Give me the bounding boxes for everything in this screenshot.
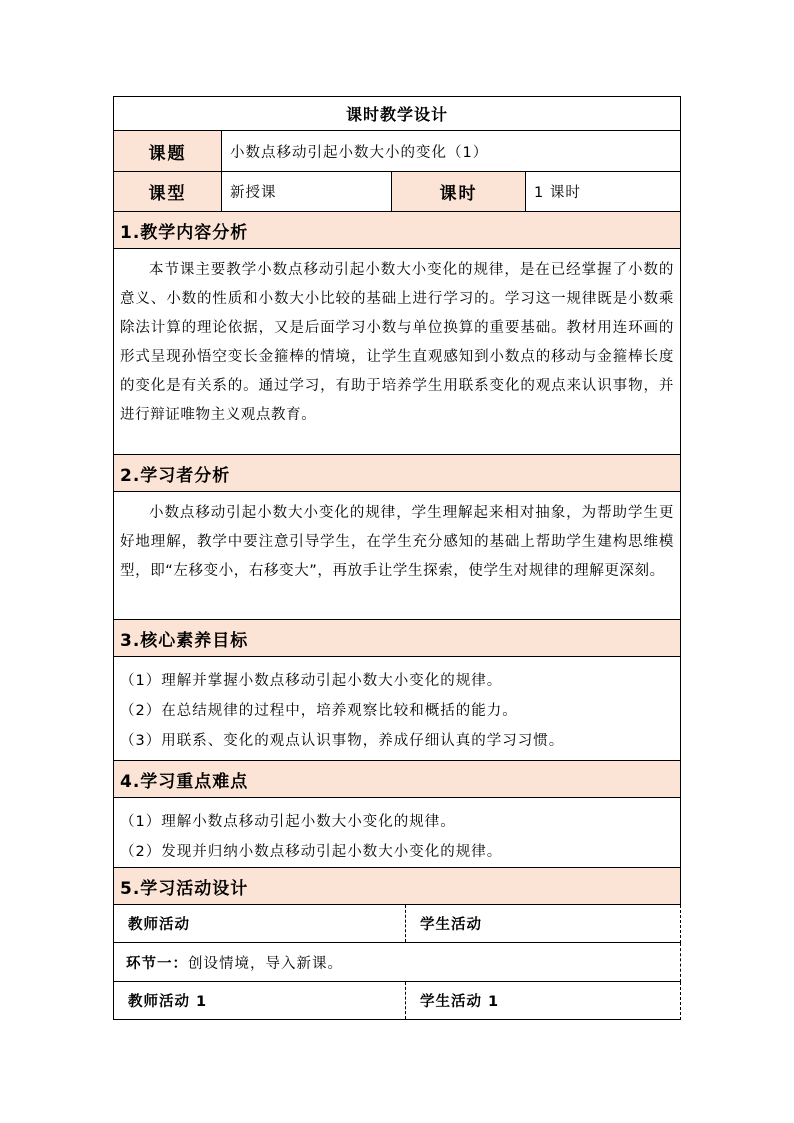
section-1-body-row <box>113 249 681 455</box>
section-3-body-row <box>113 657 681 761</box>
teacher-activity-label: 教师活动 <box>114 905 406 942</box>
activity-1-row <box>113 982 681 1020</box>
list-item: （1）理解并掌握小数点移动引起小数大小变化的规律。 <box>120 673 503 689</box>
student-activity-label: 学生活动 <box>420 917 482 933</box>
section-3-header-row <box>113 620 681 657</box>
title-row <box>113 96 681 131</box>
section-5-title: 5.学习活动设计 <box>114 868 680 904</box>
type-row <box>113 172 681 212</box>
section-1-title: 1.教学内容分析 <box>114 212 680 248</box>
section-2-header-row <box>113 455 681 492</box>
section-2-title: 2.学习者分析 <box>114 455 680 491</box>
hours-value: 1 课时 <box>534 185 581 201</box>
section-1-text: 本节课主要教学小数点移动引起小数大小变化的规律，是在已经掌握了小数的意义、小数的性质和小数大小比较的基础上进行学习的。学习这一规律既是小数乘除法计算的理论依据，又是后面学习小数与单位换算的重要基础。教材用连环画的形式呈现孙悟空变长金箍棒的情境，让学生直观感知到小数点的移动与金箍棒长度的变化是有关系的。通过学习，有助于培养学生用联系变化的观点来认识事物，并进行辩证唯物主义观点教育。 <box>120 262 674 423</box>
type-value: 新授课 <box>222 172 392 211</box>
phase-one <box>114 943 680 981</box>
lesson-design-table <box>113 96 681 1020</box>
section-5-header-row <box>113 868 681 905</box>
hours-label: 课时 <box>392 172 526 211</box>
section-4-body-row <box>113 798 681 868</box>
list-item: （3）用联系、变化的观点认识事物，养成仔细认真的学习习惯。 <box>120 733 565 749</box>
teacher-activity-1-label: 教师活动 1 <box>114 982 406 1019</box>
section-4-list <box>114 798 508 867</box>
section-3-title: 3.核心素养目标 <box>114 620 680 656</box>
phase-text: 创设情境，导入新课。 <box>188 955 343 972</box>
topic-value: 小数点移动引起小数大小的变化（1） <box>230 144 489 161</box>
list-item: （2）在总结规律的过程中，培养观察比较和概括的能力。 <box>120 703 518 719</box>
page-title: 课时教学设计 <box>345 105 448 124</box>
section-2-text: 小数点移动引起小数大小变化的规律，学生理解起来相对抽象，为帮助学生更好地理解，教学中要注意引导学生，在学生充分感知的基础上帮助学生建构思维模型，即“左移变小，右移变大”，再放手让学生探索，使学生对规律的理解更深刻。 <box>120 505 674 579</box>
phase-row <box>113 943 681 982</box>
section-4-header-row <box>113 761 681 798</box>
section-3-list <box>114 657 570 760</box>
section-2-body-row <box>113 492 681 620</box>
topic-label: 课题 <box>114 131 222 171</box>
topic-row <box>113 131 681 172</box>
list-item: （2）发现并归纳小数点移动引起小数大小变化的规律。 <box>120 844 503 860</box>
type-label: 课型 <box>114 172 222 211</box>
activity-header-row <box>113 905 681 943</box>
student-activity-1-label: 学生活动 1 <box>420 994 500 1010</box>
section-1-header-row <box>113 212 681 249</box>
list-item: （1）理解小数点移动引起小数大小变化的规律。 <box>120 814 456 830</box>
section-4-title: 4.学习重点难点 <box>114 761 680 797</box>
phase-prefix: 环节一： <box>126 955 188 972</box>
